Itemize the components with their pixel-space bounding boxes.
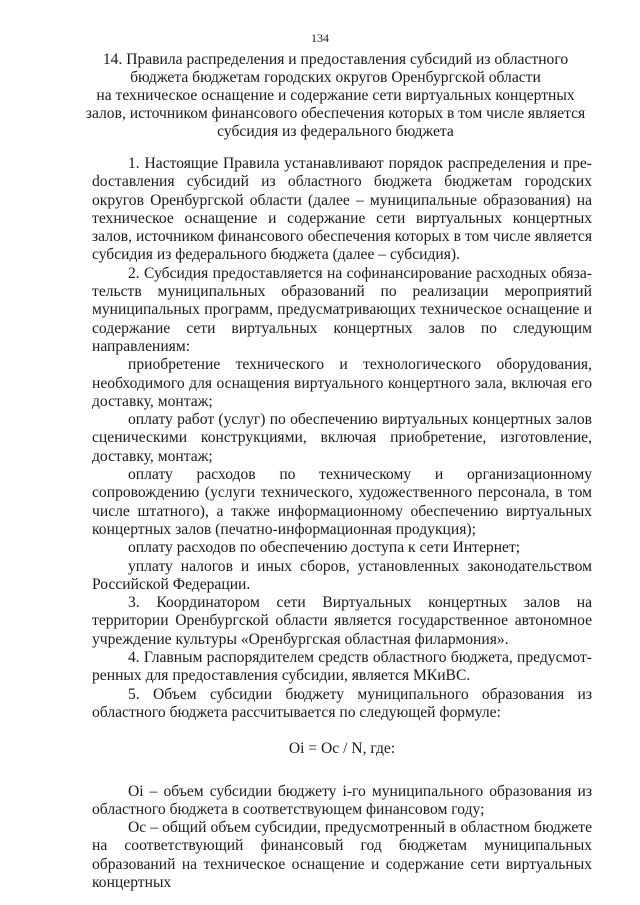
- paragraph-1: 1. Настоящие Правила устанавливают порядок распределения и преdоставления субсидий из областного бюджета бюджетам городских округов Оренбургской области (далее – муниципальные образования) на техническое оснащение и содержание сети виртуальных концертных залов, источником финансового обеспечения которых в том числе является субсидия из федерального бюджета (далее – субсидия).: [92, 155, 592, 264]
- definition-oc: Oc – общий объем субсидии, предусмотренный в областном бюджете на соответствующий финансовый год бюджетам муниципальных образований на техническое оснащение и содержание сети виртуальных концертных: [92, 819, 592, 891]
- list-item: оплату расходов по техническому и организационному сопровождению (услуги технического, художественного персонала, в том числе штатного), а также информационному обеспечению виртуальных концертных залов (печатно-информационная продукция);: [92, 466, 592, 538]
- paragraph-3: 3. Координатором сети Виртуальных концертных залов на территории Оренбургской области является государственное автономное учреждение культуры «Оренбургская областная филармония».: [92, 594, 592, 648]
- list-item: уплату налогов и иных сборов, установленных законодательством Российской Федерации.: [92, 557, 592, 593]
- paragraph-4: 4. Главным распорядителем средств областного бюджета, предусмотренных для предоставления субсидии, является МКиВС.: [92, 649, 592, 685]
- title-line: 14. Правила распределения и предоставления субсидий из областного: [102, 51, 569, 68]
- page-number: 134: [311, 31, 329, 45]
- paragraph-5: 5. Объем субсидии бюджету муниципального образования из областного бюджета рассчитывается по следующей формуле:: [92, 685, 592, 721]
- definition-oi: Oi – объем субсидии бюджету i-го муниципального образования из областного бюджета в соответствующем финансовом году;: [92, 782, 592, 818]
- title-line: залов, источником финансового обеспечения которых в том числе является: [85, 105, 586, 122]
- list-item: приобретение технического и технологического оборудования, необходимого для оснащения виртуального концертного зала, включая его доставку, монтаж;: [92, 356, 592, 410]
- list-item: оплату работ (услуг) по обеспечению виртуальных концертных залов сценическими конструкциями, включая приобретение, изготовление, доставку, монтаж;: [92, 411, 592, 465]
- section-title: [68, 51, 603, 141]
- list-item: оплату расходов по обеспечению доступа к сети Интернет;: [128, 539, 521, 557]
- title-line: субсидия из федерального бюджета: [217, 123, 454, 140]
- formula: Oi = Oc / N, где:: [288, 740, 396, 758]
- title-line: бюджета бюджетам городских округов Оренбургской области: [130, 69, 541, 86]
- paragraph-2: 2. Субсидия предоставляется на софинансирование расходных обязательств муниципальных образований по реализации мероприятий муниципальных программ, предусматривающих техническое оснащение и содержание сети виртуальных концертных залов по следующим направлениям:: [92, 264, 592, 355]
- title-line: на техническое оснащение и содержание сети виртуальных концертных: [96, 87, 575, 104]
- document-body: [92, 155, 592, 892]
